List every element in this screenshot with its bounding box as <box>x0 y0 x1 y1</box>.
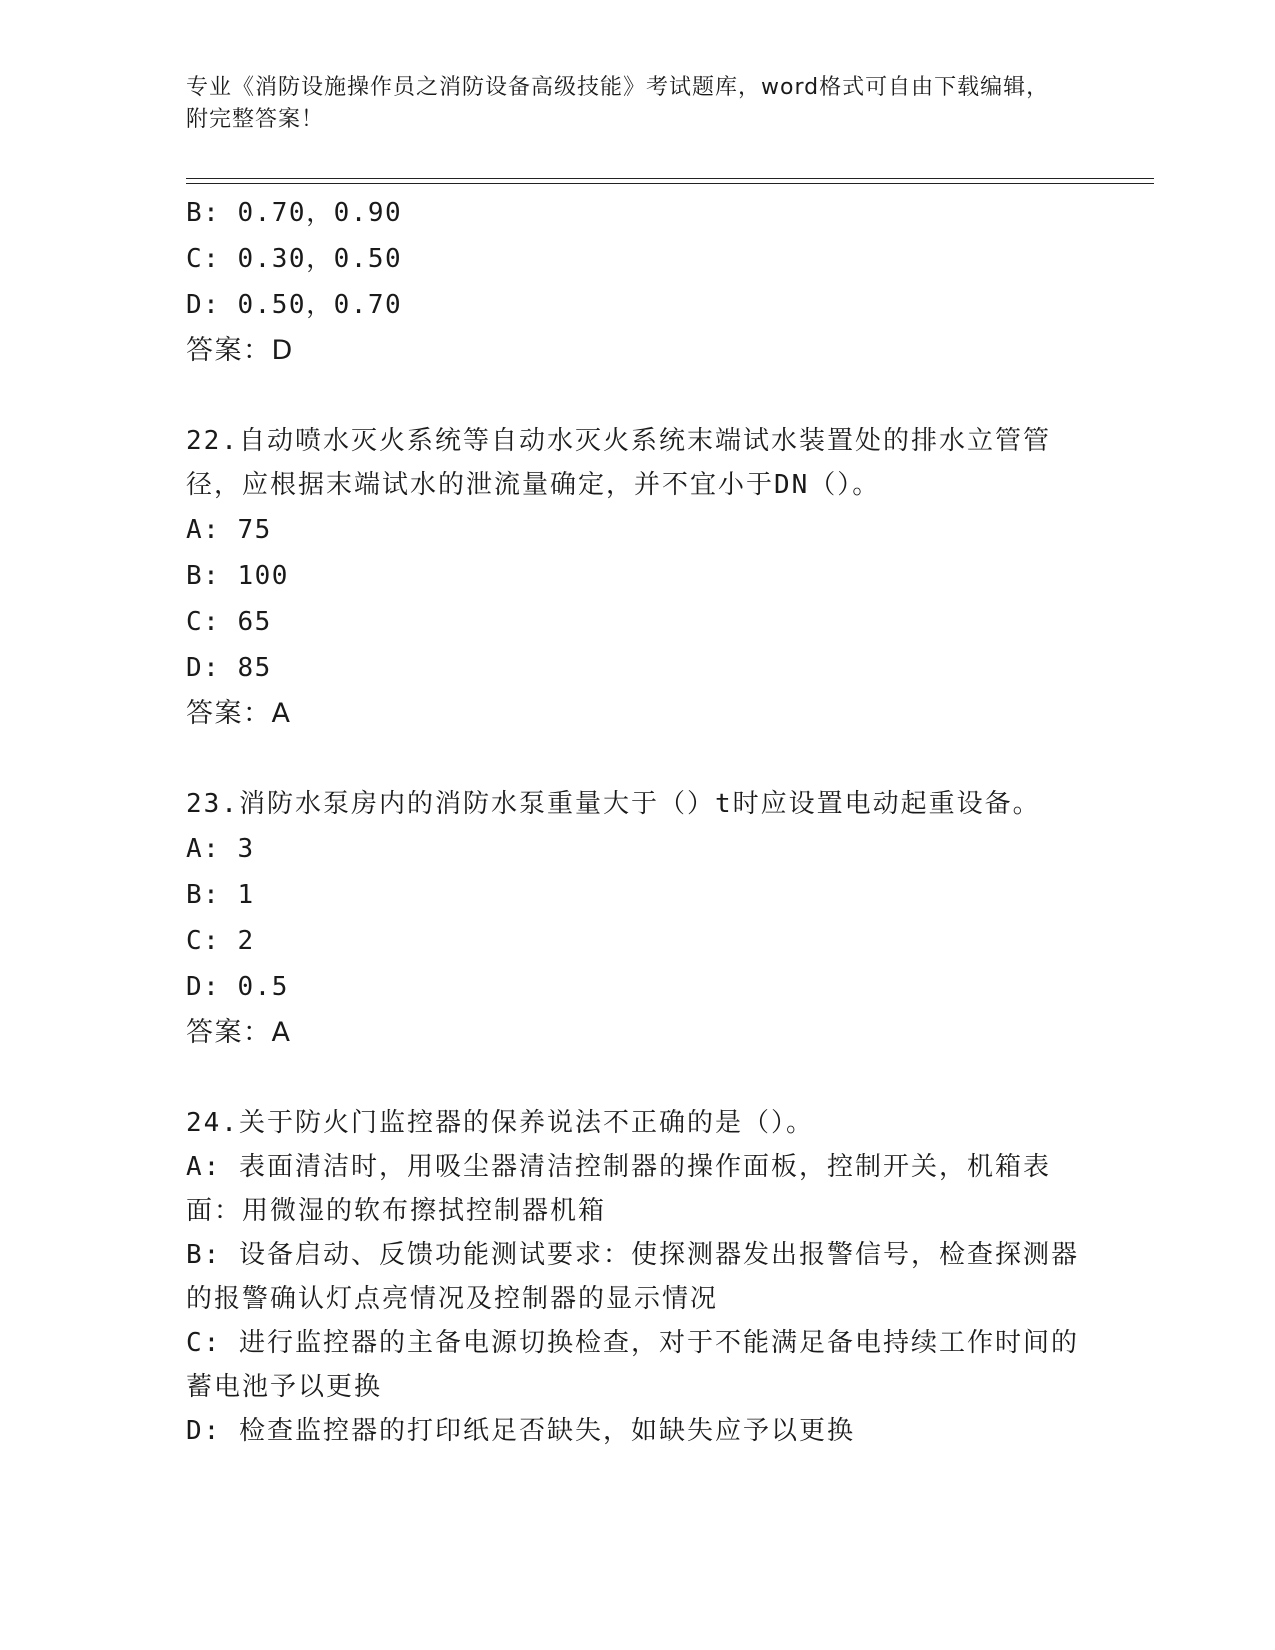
question-stem: 23.消防水泵房内的消防水泵重量大于（）t时应设置电动起重设备。 <box>186 789 1041 819</box>
header-divider-bottom <box>186 183 1154 184</box>
previous-question-tail <box>186 190 1086 374</box>
option-c: C: 65 <box>186 607 272 637</box>
option-b: B: 1 <box>186 880 255 910</box>
option-d: D: 检查监控器的打印纸足否缺失，如缺失应予以更换 <box>186 1416 855 1446</box>
header-divider-top <box>186 178 1154 179</box>
option-b: B: 0.70，0.90 <box>186 198 403 228</box>
option-b: B: 设备启动、反馈功能测试要求：使探测器发出报警信号，检查探测器的报警确认灯点亮情况及控制器的显示情况 <box>186 1240 1079 1314</box>
question-24 <box>186 1101 1086 1453</box>
option-a: A: 3 <box>186 834 255 864</box>
question-stem: 22.自动喷水灭火系统等自动水灭火系统末端试水装置处的排水立管管径，应根据末端试水的泄流量确定，并不宜小于DN（）。 <box>186 426 1051 500</box>
question-22 <box>186 419 1086 737</box>
answer-label: 答案：D <box>186 335 294 366</box>
option-d: D: 0.5 <box>186 972 289 1002</box>
document-header: 专业《消防设施操作员之消防设备高级技能》考试题库，word格式可自由下载编辑，附完整答案！ <box>186 75 1050 132</box>
answer-label: 答案：A <box>186 698 292 729</box>
option-a: A: 75 <box>186 515 272 545</box>
option-a: A: 表面清洁时，用吸尘器清洁控制器的操作面板，控制开关，机箱表面：用微湿的软布擦拭控制器机箱 <box>186 1152 1051 1226</box>
option-c: C: 0.30，0.50 <box>186 244 403 274</box>
option-b: B: 100 <box>186 561 289 591</box>
answer-label: 答案：A <box>186 1017 292 1048</box>
option-d: D: 85 <box>186 653 272 683</box>
question-stem: 24.关于防火门监控器的保养说法不正确的是（）。 <box>186 1108 814 1138</box>
option-c: C: 2 <box>186 926 255 956</box>
question-23 <box>186 782 1086 1056</box>
option-d: D: 0.50，0.70 <box>186 290 403 320</box>
question-content <box>186 190 1086 1453</box>
option-c: C: 进行监控器的主备电源切换检查，对于不能满足备电持续工作时间的蓄电池予以更换 <box>186 1328 1079 1402</box>
